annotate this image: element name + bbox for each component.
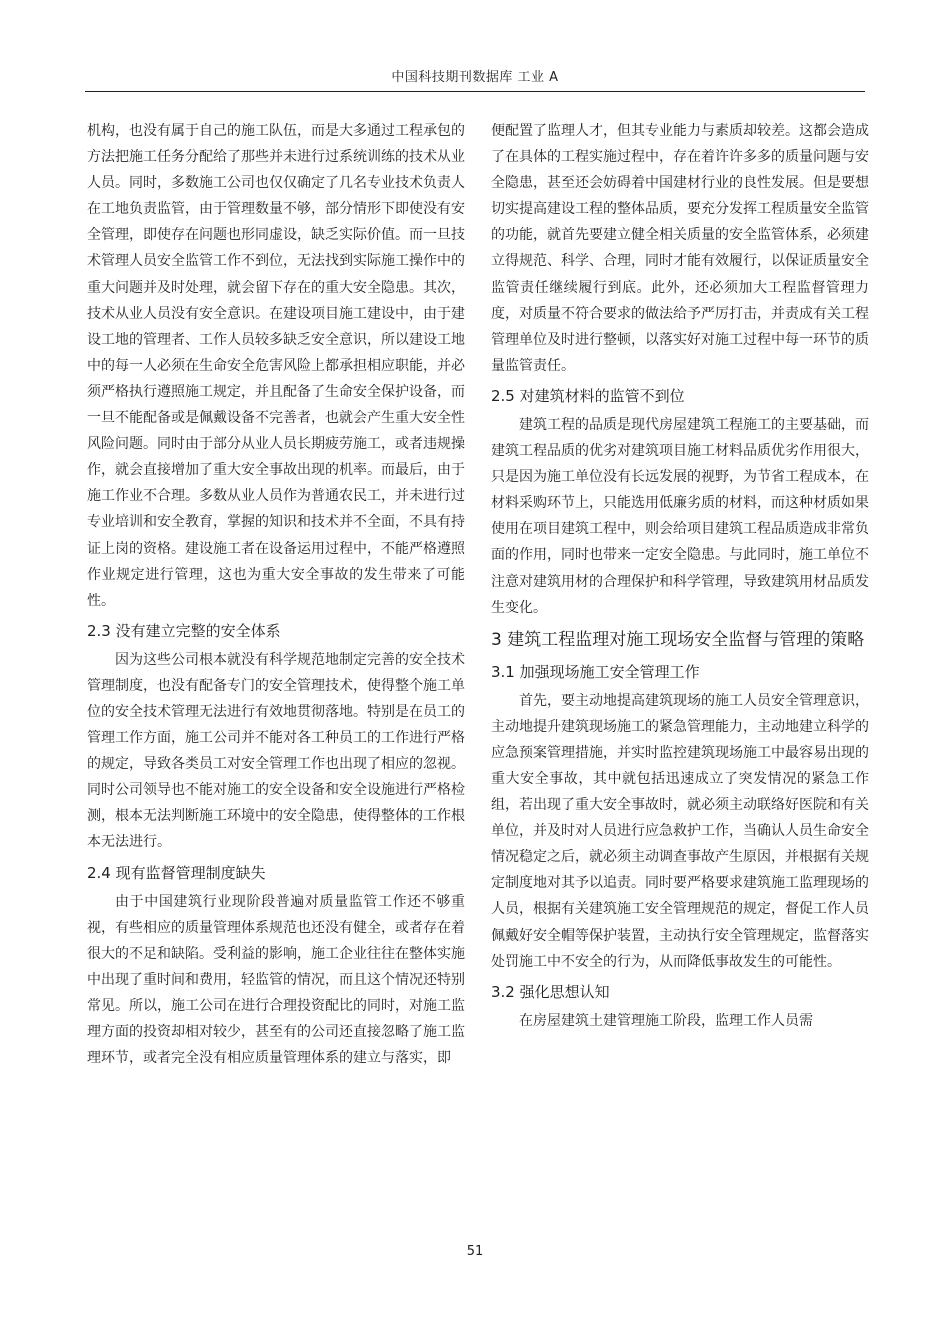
paragraph-2-5: 建筑工程的品质是现代房屋建筑工程施工的主要基础，而建筑工程品质的优劣对建筑项目施工材料品质优劣作用很大，只是因为施工单位没有长远发展的视野，为节省工程成本，在材料采购环节上，只能选用低廉劣质的材料，而这种材质如果使用在项目建筑工程中，则会给项目建筑工程品质造成非常负面的作用，同时也带来一定安全隐患。与此同时，施工单位不注意对建筑用材的合理保护和科学管理，导致建筑用材品质发生变化。 — [491, 416, 869, 616]
paragraph-2-4-continued: 便配置了监理人才，但其专业能力与素质却较差。这都会造成了在具体的工程实施过程中，存在着许许多多的质量问题与安全隐患，甚至还会妨碍着中国建材行业的良性发展。但是要想切实提高建设工程的整体品质，要充分发挥工程质量安全监管的功能，就首先要建立健全相关质量的安全监管体系，必须建立得规范、科学、合理，同时才能有效履行，以保证质量安全监管责任继续履行到底。此外，还必须加大工程监督管理力度，对质量不符合要求的做法给予严厉打击，并责成有关工程管理单位及时进行整顿，以落实好对施工过程中每一环节的质量监管责任。 — [491, 123, 869, 374]
paragraph-2-4: 由于中国建筑行业现阶段普遍对质量监管工作还不够重视，有些相应的质量管理体系规范也还没有健全，或者存在着很大的不足和缺陷。受利益的影响，施工企业往往在整体实施中出现了重时间和费用，轻监管的情况，而且这个情况还特别常见。所以，施工公司在进行合理投资配比的同时，对施工监理方面的投资却相对较少，甚至有的公司还直接忽略了施工监理环节，或者完全没有相应质量管理体系的建立与落实，即 — [87, 893, 465, 1067]
right-column — [491, 118, 869, 1034]
paragraph-3-2: 在房屋建筑土建管理施工阶段，监理工作人员需 — [519, 1012, 813, 1029]
paragraph-2-3: 因为这些公司根本就没有科学规范地制定完善的安全技术管理制度，也没有配备专门的安全管理技术，使得整个施工单位的安全技术管理无法进行有效地贯彻落地。特别是在员工的管理工作方面，施工公司并不能对各工种员工的工作进行严格的规定，导致各类员工对安全管理工作也出现了相应的忽视。同时公司领导也不能对施工的安全设备和安全设施进行严格检测，根本无法判断施工环境中的安全隐患，使得整体的工作根本无法进行。 — [87, 651, 465, 851]
section-heading-3-1: 3.1 加强现场施工安全管理工作 — [491, 662, 700, 681]
section-heading-3: 3 建筑工程监理对施工现场安全监督与管理的策略 — [491, 629, 865, 650]
paragraph-continued: 机构，也没有属于自己的施工队伍，而是大多通过工程承包的方法把施工任务分配给了那些并未进行过系统训练的技术从业人员。同时，多数施工公司也仅仅确定了几名专业技术负责人在工地负责监管，由于管理数量不够，部分情形下即使没有安全管理，即使存在问题也形同虚设，缺乏实际价值。而一旦技术管理人员安全监管工作不到位，无法找到实际施工操作中的重大问题并及时处理，就会留下存在的重大安全隐患。其次，技术从业人员没有安全意识。在建设项目施工建设中，由于建设工地的管理者、工作人员较多缺乏安全意识，所以建设工地中的每一人必须在生命安全危害风险上都承担相应职能，并必须严格执行遵照施工规定，并且配备了生命安全保护设备，而一旦不能配备或是佩戴设备不完善者，也就会产生重大安全性风险问题。同时由于部分从业人员长期疲劳施工，或者违规操作，就会直接增加了重大安全事故出现的机率。而最后，由于施工作业不合理。多数从业人员作为普通农民工，并未进行过专业培训和安全教育，掌握的知识和技术并不全面，不具有持证上岗的资格。建设施工者在设备运用过程中，不能严格遵照作业规定进行管理，这也为重大安全事故的发生带来了可能性。 — [87, 123, 465, 609]
section-heading-3-2: 3.2 强化思想认知 — [491, 982, 610, 1001]
header-rule — [85, 91, 865, 92]
running-header: 中国科技期刊数据库 工业 A — [391, 70, 559, 85]
left-column — [87, 118, 465, 1071]
section-heading-2-4: 2.4 现有监督管理制度缺失 — [87, 863, 266, 882]
paragraph-3-1: 首先，要主动地提高建筑现场的施工人员安全管理意识，主动地提升建筑现场施工的紧急管理能力，主动地建立科学的应急预案管理措施，并实时监控建筑现场施工中最容易出现的重大安全事故，其中就包括迅速成立了突发情况的紧急工作组，若出现了重大安全事故时，就必须主动联络好医院和有关单位，并及时对人员进行应急救护工作，当确认人员生命安全情况稳定之后，就必须主动调查事故产生原因，并根据有关规定制度地对其予以追责。同时要严格要求建筑施工监理现场的人员，根据有关建筑施工安全管理规范的规定，督促工作人员佩戴好安全帽等保护装置，主动执行安全管理规定，监督落实处罚施工中不安全的行为，从而降低事故发生的可能性。 — [491, 692, 869, 970]
section-heading-2-3: 2.3 没有建立完整的安全体系 — [87, 621, 281, 640]
section-heading-2-5: 2.5 对建筑材料的监管不到位 — [491, 386, 685, 405]
page-number: 51 — [466, 1244, 484, 1259]
